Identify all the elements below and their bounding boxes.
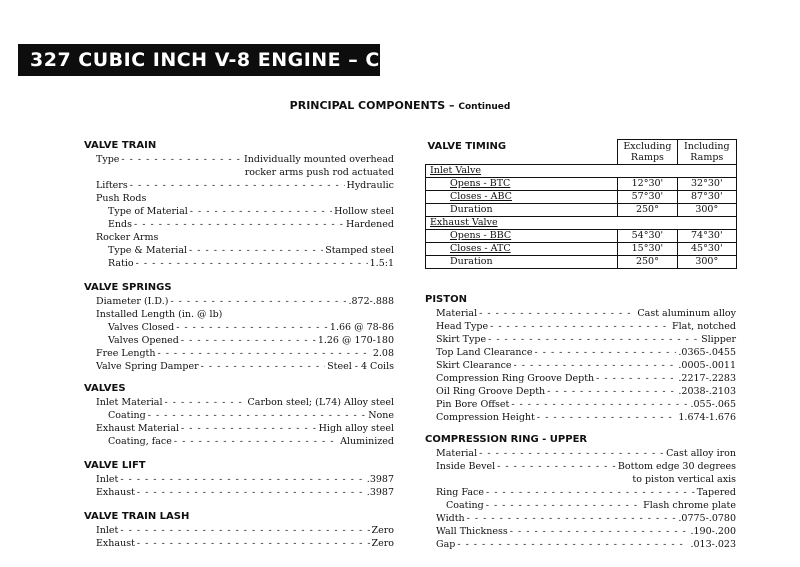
spec-row: Wall Thickness - - - .190-.200: [436, 525, 736, 538]
spec-row: Type - - - Individually mounted overhead: [96, 153, 394, 166]
col-header-excluding: Excluding Ramps: [618, 140, 677, 165]
spec-row: Ends - - - Hardened: [108, 218, 394, 231]
table-row: Closes - ATC 15°30' 45°30': [426, 243, 737, 256]
table-row: Opens - BBC 54°30' 74°30': [426, 230, 737, 243]
spec-row: Width - - - .0775-.0780: [436, 512, 736, 525]
piston-heading: PISTON: [425, 294, 467, 305]
spec-row: Ratio - - - 1.5:1: [108, 257, 394, 270]
spec-subheading: Installed Length (in. @ lb): [96, 309, 223, 320]
valve-train-heading: VALVE TRAIN: [84, 140, 157, 151]
spec-row: Ring Face - - - Tapered: [436, 486, 736, 499]
valve-lash-heading: VALVE TRAIN LASH: [84, 511, 190, 522]
spec-continuation: rocker arms push rod actuated: [244, 167, 394, 178]
spec-row: Type & Material - - - Stamped steel: [108, 244, 394, 257]
spec-row: Lifters - - - Hydraulic: [96, 179, 394, 192]
spec-row: Coating, face - - - Aluminized: [108, 435, 394, 448]
valve-springs-heading: VALVE SPRINGS: [84, 282, 172, 293]
spec-row: Inlet - - - Zero: [96, 524, 394, 537]
spec-row: Valves Opened - - - 1.26 @ 170-180: [108, 334, 394, 347]
spec-row: Skirt Clearance - - - .0005-.0011: [436, 359, 736, 372]
spec-row: Inlet - - - .3987: [96, 473, 394, 486]
group-label: Exhaust Valve: [426, 217, 737, 230]
group-label: Inlet Valve: [426, 165, 737, 178]
table-row: Duration 250° 300°: [426, 204, 737, 217]
spec-row: Compression Ring Groove Depth - - - .2217-.2283: [436, 372, 736, 385]
spec-row: Material - - - Cast aluminum alloy: [436, 307, 736, 320]
page-banner: 327 CUBIC INCH V-8 ENGINE – Cont'd.: [18, 44, 380, 76]
compression-ring-heading: COMPRESSION RING - UPPER: [425, 434, 588, 445]
spec-row: Valves Closed - - - 1.66 @ 78-86: [108, 321, 394, 334]
spec-row: Valve Spring Damper - - - Steel - 4 Coils: [96, 360, 394, 373]
table-row: [426, 165, 737, 178]
spec-row: Free Length - - - 2.08: [96, 347, 394, 360]
spec-row: Material - - - Cast alloy iron: [436, 447, 736, 460]
spec-row: Type of Material - - - Hollow steel: [108, 205, 394, 218]
col-header-including: Including Ramps: [677, 140, 736, 165]
spec-row: Gap - - - .013-.023: [436, 538, 736, 551]
table-row: Opens - BTC 12°30' 32°30': [426, 178, 737, 191]
spec-row: Diameter (I.D.) - - - .872-.888: [96, 295, 394, 308]
spec-row: Coating - - - None: [108, 409, 394, 422]
spec-row: Head Type - - - Flat, notched: [436, 320, 736, 333]
spec-subheading: Rocker Arms: [96, 232, 159, 243]
spec-row: Skirt Type - - - Slipper: [436, 333, 736, 346]
spec-subheading: Push Rods: [96, 193, 147, 204]
spec-continuation: to piston vertical axis: [632, 474, 736, 485]
spec-row: Compression Height - - - 1.674-1.676: [436, 411, 736, 424]
page-title: PRINCIPAL COMPONENTS – Continued: [289, 99, 511, 112]
spec-row: Oil Ring Groove Depth - - - .2038-.2103: [436, 385, 736, 398]
spec-row: Coating - - - Flash chrome plate: [446, 499, 736, 512]
spec-row: Top Land Clearance - - - .0365-.0455: [436, 346, 736, 359]
valve-timing-table: [425, 139, 737, 269]
spec-row: Exhaust - - - .3987: [96, 486, 394, 499]
table-row: [426, 217, 737, 230]
spec-row: Exhaust - - - Zero: [96, 537, 394, 550]
spec-row: Exhaust Material - - - High alloy steel: [96, 422, 394, 435]
valve-lift-heading: VALVE LIFT: [84, 460, 146, 471]
valves-heading: VALVES: [84, 383, 126, 394]
spec-row: Inlet Material - - - Carbon steel; (L74) Alloy steel: [96, 396, 394, 409]
valve-timing-heading: VALVE TIMING: [427, 140, 507, 152]
table-row: Closes - ABC 57°30' 87°30': [426, 191, 737, 204]
table-row: Duration 250° 300°: [426, 256, 737, 269]
spec-row: Inside Bevel - - - Bottom edge 30 degrees: [436, 460, 736, 473]
spec-row: Pin Bore Offset - - - .055-.065: [436, 398, 736, 411]
